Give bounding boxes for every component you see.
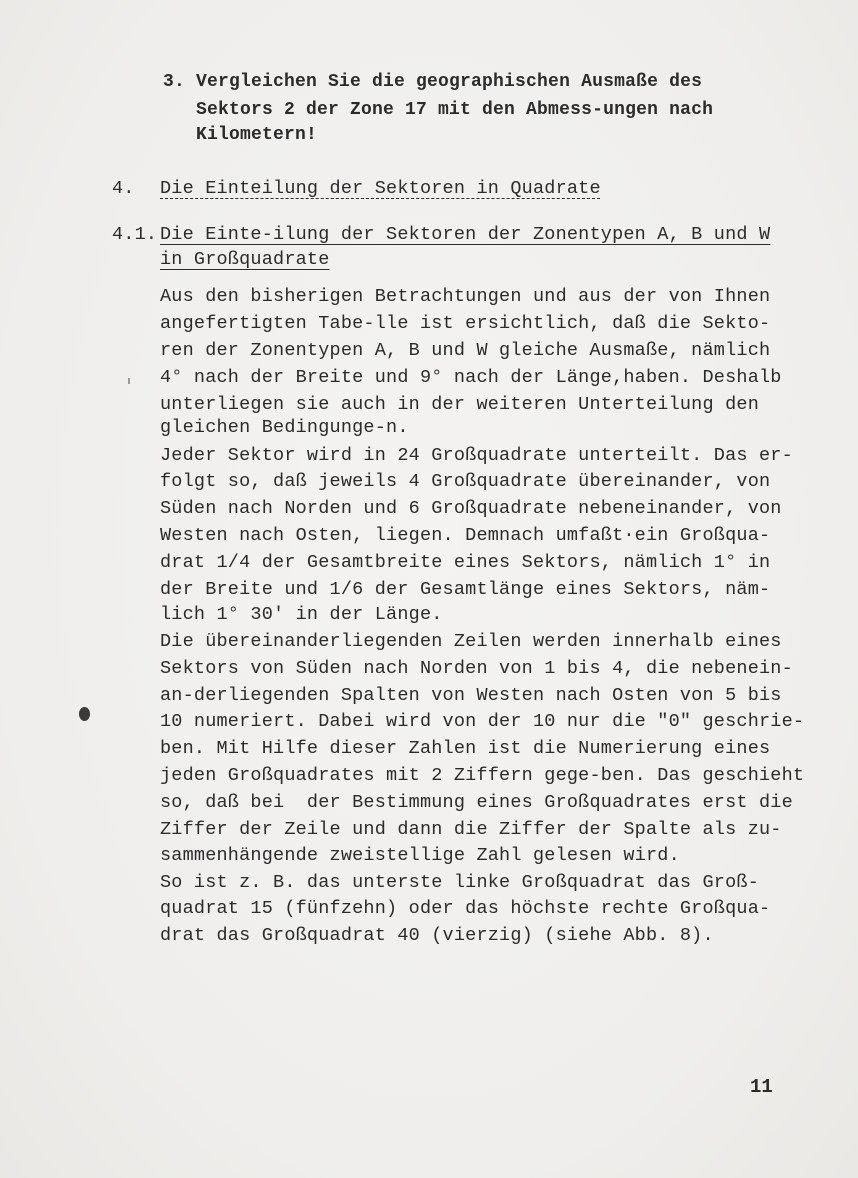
body-line: ren der Zonentypen A, B und W gleiche Ausmaße, nämlich	[160, 340, 771, 361]
body-line: Jeder Sektor wird in 24 Großquadrate unterteilt. Das er-	[160, 445, 793, 466]
body-line: unterliegen sie auch in der weiteren Unterteilung den	[160, 394, 759, 415]
exercise-line-3: Kilometern!	[163, 125, 318, 145]
body-line: folgt so, daß jeweils 4 Großquadrate übereinander, von	[160, 471, 771, 492]
body-line: So ist z. B. das unterste linke Großquadrat das Groß-	[160, 872, 759, 893]
body-line: jeden Großquadrates mit 2 Ziffern gege-ben. Das geschieht	[160, 765, 805, 786]
ink-dot	[79, 707, 90, 721]
body-line: Sektors von Süden nach Norden von 1 bis 4, die nebenein-	[160, 658, 793, 679]
page-number: 11	[750, 1076, 773, 1098]
body-line: sammenhängende zweistellige Zahl gelesen wird.	[160, 845, 680, 866]
body-line: Aus den bisherigen Betrachtungen und aus der von Ihnen	[160, 286, 771, 307]
body-line: angefertigten Tabe-lle ist ersichtlich, daß die Sekto-	[160, 313, 771, 334]
body-line: gleichen Bedingunge-n.	[160, 417, 409, 438]
body-line: an-derliegenden Spalten von Westen nach Osten von 5 bis	[160, 685, 782, 706]
exercise-line-1: 3. Vergleichen Sie die geographischen Ausmaße des	[163, 72, 703, 92]
section-4-title: Die Einteilung der Sektoren in Quadrate	[160, 178, 601, 199]
body-line: quadrat 15 (fünfzehn) oder das höchste rechte Großqua-	[160, 898, 771, 919]
margin-mark	[128, 378, 130, 384]
body-line: drat 1/4 der Gesamtbreite eines Sektors, nämlich 1° in	[160, 552, 771, 573]
body-line: lich 1° 30' in der Länge.	[160, 604, 443, 625]
body-line: Süden nach Norden und 6 Großquadrate nebeneinander, von	[160, 498, 782, 519]
body-line: so, daß bei der Bestimmung eines Großquadrates erst die	[160, 792, 793, 813]
body-line: Ziffer der Zeile und dann die Ziffer der Spalte als zu-	[160, 819, 782, 840]
section-4-1-number: 4.1.	[112, 224, 158, 245]
body-line: ben. Mit Hilfe dieser Zahlen ist die Numerierung eines	[160, 738, 771, 759]
body-line: 4° nach der Breite und 9° nach der Länge,haben. Deshalb	[160, 367, 782, 388]
body-line: der Breite und 1/6 der Gesamtlänge eines Sektors, näm-	[160, 579, 771, 600]
body-line: drat das Großquadrat 40 (vierzig) (siehe Abb. 8).	[160, 925, 714, 946]
section-4-1-title-line-2: in Großquadrate	[160, 249, 330, 270]
exercise-line-2: Sektors 2 der Zone 17 mit den Abmess-ungen nach	[163, 100, 714, 120]
body-line: Die übereinanderliegenden Zeilen werden innerhalb eines	[160, 631, 782, 652]
body-line: Westen nach Osten, liegen. Demnach umfaßt·ein Großqua-	[160, 525, 771, 546]
section-4-1-title-line-1: Die Einte-ilung der Sektoren der Zonentypen A, B und W	[160, 224, 771, 245]
body-line: 10 numeriert. Dabei wird von der 10 nur die "0" geschrie-	[160, 711, 805, 732]
section-4-number: 4.	[112, 178, 135, 199]
